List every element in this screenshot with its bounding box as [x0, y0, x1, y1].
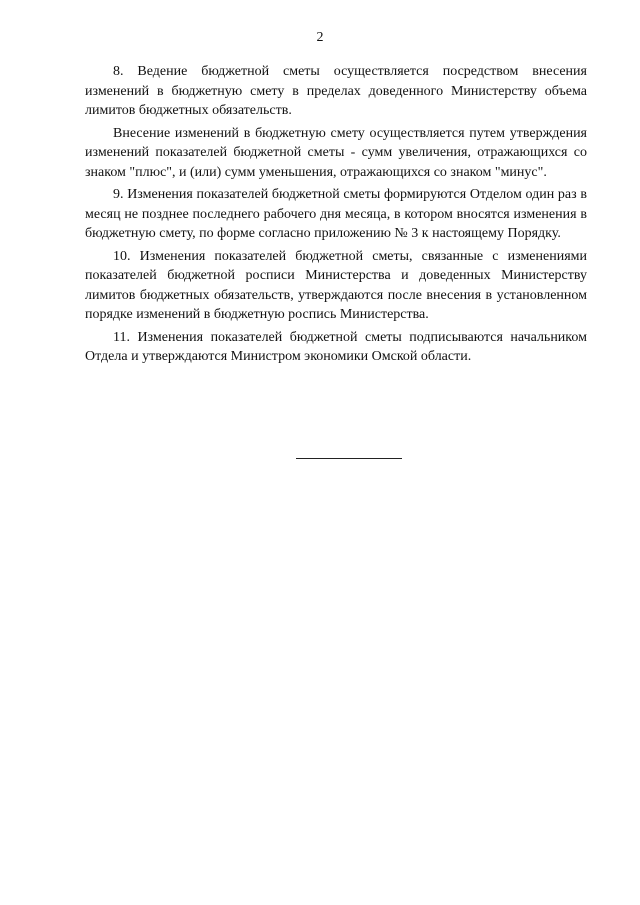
paragraph-11: 11. Изменения показателей бюджетной сметы подписываются начальником Отдела и утверждаются Министром экономики Омской области. — [85, 329, 587, 364]
page-number: 2 — [316, 30, 324, 45]
paragraph-10: 10. Изменения показателей бюджетной сметы, связанные с изменениями показателей бюджетной росписи Министерства и доведенных Министерству лимитов бюджетных обязательств, утверждаются после внесения в установленном порядке изменений в бюджетную роспись Министерства. — [85, 248, 587, 322]
document-body — [85, 62, 587, 370]
paragraph-8: 8. Ведение бюджетной сметы осуществляется посредством внесения изменений в бюджетную смету в пределах доведенного Министерству объема лимитов бюджетных обязательств. — [85, 64, 587, 118]
end-of-text-rule — [296, 458, 402, 459]
paragraph-8-continuation: Внесение изменений в бюджетную смету осуществляется путем утверждения изменений показателей бюджетной сметы - сумм увеличения, отражающихся со знаком "плюс", и (или) сумм уменьшения, отражающихся со знаком "минус". — [85, 125, 587, 180]
paragraph-9: 9. Изменения показателей бюджетной сметы формируются Отделом один раз в месяц не позднее последнего рабочего дня месяца, в котором вносятся изменения в бюджетную смету, по форме согласно приложению № 3 к настоящему Порядку. — [85, 187, 587, 241]
